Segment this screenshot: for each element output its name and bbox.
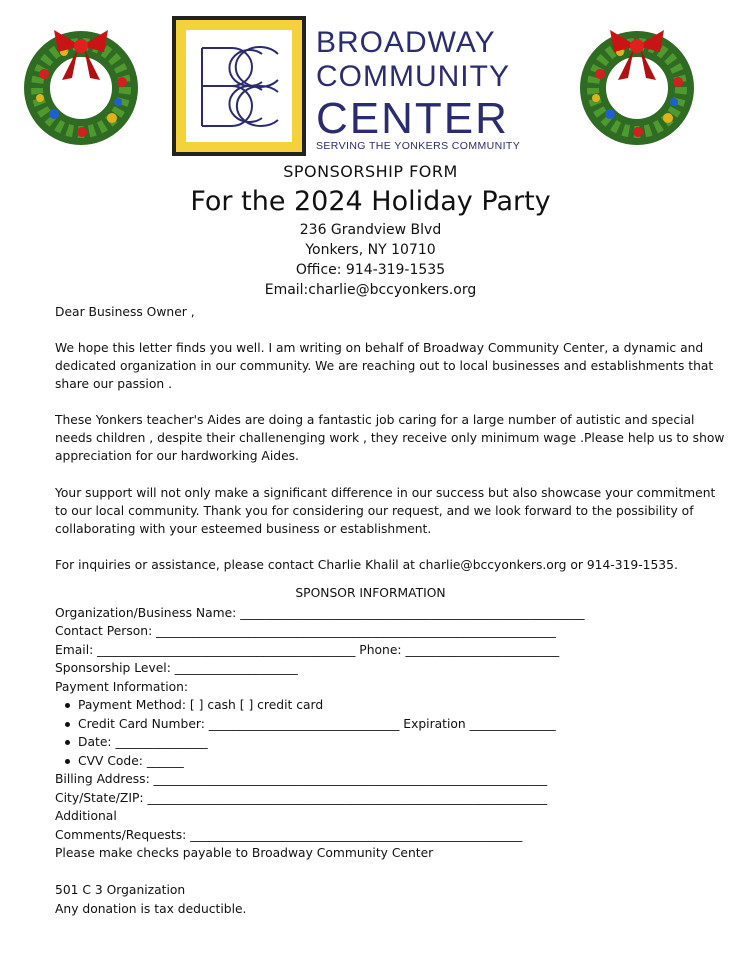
logo-line-community: COMMUNITY: [316, 60, 510, 93]
christmas-wreath-right-icon: [570, 18, 704, 146]
contact-person-field: Contact Person: _________________________________________________________________: [55, 624, 556, 638]
comments-field: Comments/Requests: ______________________________________________________: [55, 828, 523, 842]
email-phone-field: Email: __________________________________________ Phone: _________________________: [55, 643, 560, 657]
address-city: Yonkers, NY 10710: [305, 242, 436, 258]
letter-paragraph-2: These Yonkers teacher's Aides are doing a fantastic job caring for a large number of autistic and special needs children , despite their challenenging work , they receive only minimum wage .Please help us to show appreciation for our hardworking Aides.: [55, 413, 725, 463]
billing-address-field: Billing Address: ________________________________________________________________: [55, 772, 548, 786]
sponsorship-level-field: Sponsorship Level: ____________________: [55, 661, 298, 675]
date-field: Date: _______________: [78, 735, 208, 749]
checks-payable-note: Please make checks payable to Broadway Community Center: [55, 846, 434, 860]
tax-note: Any donation is tax deductible.: [55, 902, 247, 916]
additional-label: Additional: [55, 809, 117, 823]
cvv-field: CVV Code: ______: [78, 754, 184, 768]
christmas-wreath-left-icon: [14, 18, 148, 146]
bcc-logo: [172, 16, 560, 162]
payment-method-field: Payment Method: [ ] cash [ ] credit card: [78, 698, 324, 712]
logo-tagline: SERVING THE YONKERS COMMUNITY: [316, 140, 521, 152]
payment-info-label: Payment Information:: [55, 680, 189, 694]
bcc-monogram-icon: [186, 30, 292, 142]
letter-greeting: Dear Business Owner ,: [55, 305, 195, 319]
letter-paragraph-3: Your support will not only make a significant difference in our success but also showcase your commitment to our local community. Thank you for considering our request, and we look forward to the possibility of collaborating with your esteemed business or establishment.: [55, 486, 716, 536]
office-phone: Office: 914-319-1535: [295, 262, 446, 278]
logo-line-broadway: BROADWAY: [316, 26, 496, 59]
contact-email: Email:charlie@bccyonkers.org: [264, 282, 477, 298]
letter-paragraph-1: We hope this letter finds you well. I am writing on behalf of Broadway Community Center, a dynamic and dedicated organization in our community. We are reaching out to local businesses and establishments that share our passion .: [55, 341, 714, 391]
form-title: SPONSORSHIP FORM: [283, 162, 458, 181]
city-state-zip-field: City/State/ZIP: _________________________________________________________________: [55, 791, 548, 805]
org-name-field: Organization/Business Name: ________________________________________________________: [55, 606, 585, 620]
party-title: For the 2024 Holiday Party: [190, 186, 551, 217]
sponsor-info-heading: SPONSOR INFORMATION: [295, 586, 446, 600]
card-number-field: Credit Card Number: _______________________________ Expiration ______________: [78, 717, 556, 731]
letter-paragraph-4: For inquiries or assistance, please contact Charlie Khalil at charlie@bccyonkers.org or 914-319-1535.: [55, 558, 678, 572]
address-street: 236 Grandview Blvd: [299, 222, 442, 238]
logo-line-center: CENTER: [316, 94, 509, 143]
logo-emblem: [172, 16, 306, 156]
org-type: 501 C 3 Organization: [55, 883, 186, 897]
